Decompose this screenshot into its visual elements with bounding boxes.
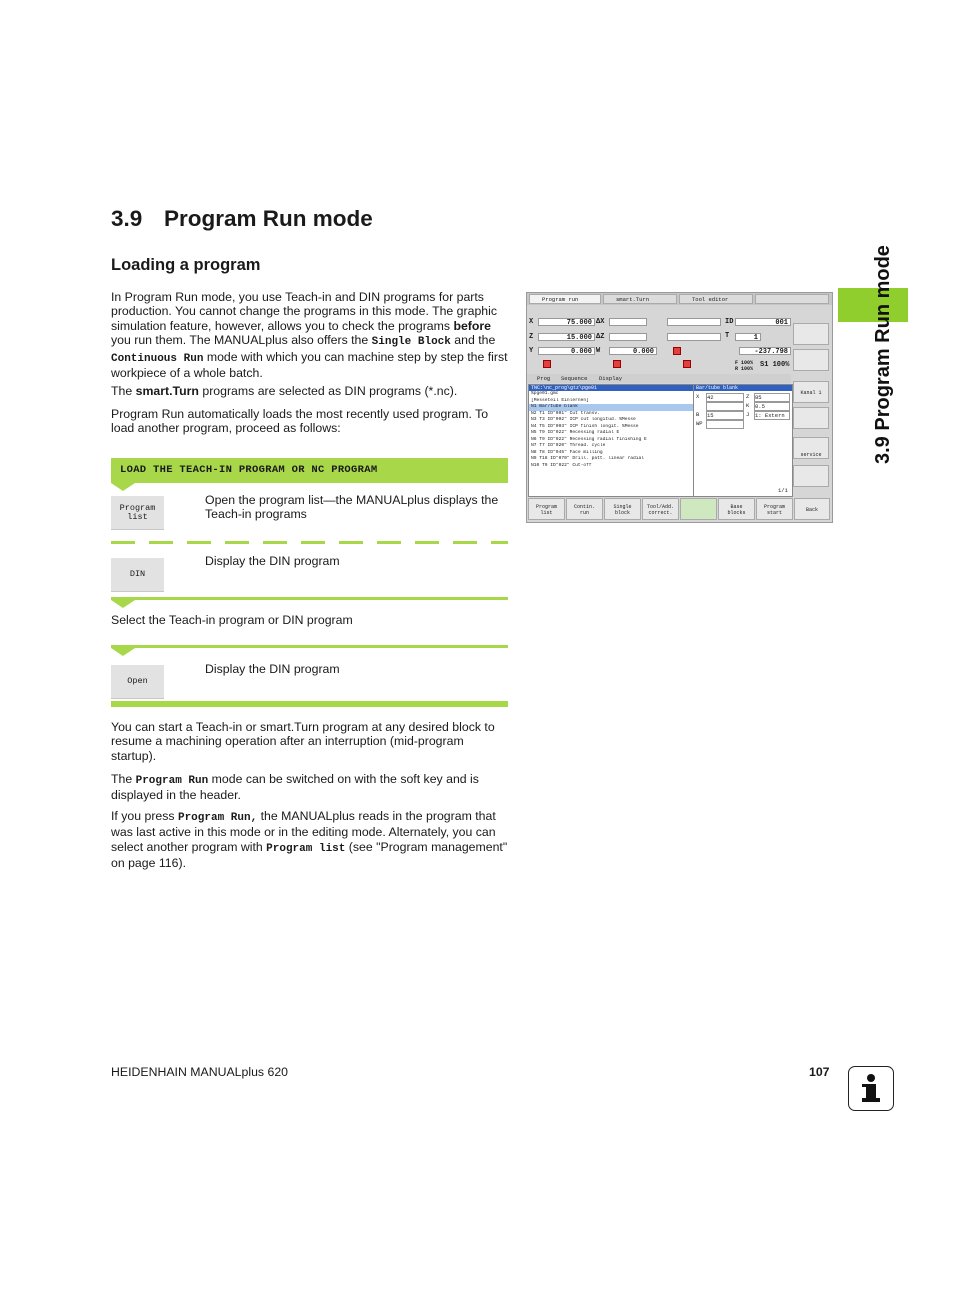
axis-field: [667, 318, 721, 326]
softkey-back[interactable]: Back: [794, 498, 830, 520]
info-dot: [867, 1074, 875, 1082]
intro-text: In Program Run mode, you use Teach-in and DIN programs for parts production. You cannot change the programs in this mode. The graphic simulation feature, however, allows you to check the programs: [111, 290, 498, 333]
tab-smart-turn[interactable]: smart.Turn: [603, 294, 677, 304]
program-listing[interactable]: [528, 384, 694, 497]
spindle-icon: [673, 347, 681, 355]
tab-tool-editor[interactable]: Tool editor: [679, 294, 753, 304]
rapid-override: R 100%: [735, 366, 754, 372]
intro-text: The: [111, 384, 136, 398]
page-indicator: 1/1: [778, 487, 788, 494]
axis-field: [609, 318, 647, 326]
axis-field: [609, 333, 647, 341]
after-text: the MANUALplus reads in the program that was last active in this mode or in the editing mode. Alternately, you can select another program with: [111, 809, 496, 854]
axis-delta: ΔZ: [596, 333, 605, 341]
tab-extra[interactable]: [755, 294, 829, 304]
program-line[interactable]: N9 T18 ID"070" Drill. patt. linear radial: [531, 456, 645, 461]
page-number: 107: [809, 1065, 830, 1079]
pane-label: Z: [746, 393, 750, 400]
pane-fields: [696, 393, 790, 429]
din-softkey[interactable]: DIN: [111, 558, 164, 592]
program-path: TNC:\nc_prog\gtz\pge01: [529, 385, 693, 391]
after-paragraph-2: [111, 772, 509, 803]
axis-label: X: [529, 318, 534, 326]
subtab-bar: [527, 374, 791, 383]
program-run-code: Program Run,: [177, 812, 258, 824]
after-text: The: [111, 772, 136, 786]
separator-line: [111, 645, 508, 648]
angle-value: -237.798: [739, 347, 791, 355]
pane-value[interactable]: [706, 420, 744, 429]
tool-label: T: [725, 332, 730, 340]
after-paragraph-1: You can start a Teach-in or smart.Turn program at any desired block to resume a machining operation after an interruption (mid-program startup).: [111, 720, 495, 763]
parameter-pane: [693, 384, 793, 497]
program-line[interactable]: N7 T7 ID"020" Thread. cycle: [531, 443, 606, 448]
intro-text: you run them. The MANUALplus also offers the: [111, 333, 372, 348]
program-line[interactable]: N8 T8 ID"045" Face milling: [531, 449, 603, 455]
id-value: 001: [735, 318, 791, 326]
program-line[interactable]: %pge01.gmc: [531, 391, 559, 396]
info-base: [862, 1098, 880, 1102]
step4-text: Display the DIN program: [205, 662, 340, 676]
separator-dashed: [111, 541, 508, 544]
subsection-heading: Loading a program: [111, 256, 261, 274]
pane-value[interactable]: [706, 402, 744, 411]
intro-text: mode with which you can machine step by step the first workpiece of a whole batch.: [111, 349, 508, 381]
arrow-marker: [111, 600, 135, 608]
after-text: If you press: [111, 809, 178, 823]
softkey-graphics[interactable]: [680, 498, 717, 520]
softkey-contin-run[interactable]: Contin. run: [566, 498, 603, 520]
right-softkey[interactable]: [793, 323, 829, 345]
intro-paragraph-1: [111, 290, 509, 380]
pane-row: [696, 393, 790, 402]
program-line[interactable]: N3 T3 ID"002" ICP cut longitud. %Messe: [531, 417, 636, 422]
procedure-end-bar: [111, 701, 508, 707]
arrow-marker: [111, 648, 135, 656]
pane-header: Bar/tube blank: [694, 385, 792, 391]
spacer: [111, 533, 135, 541]
pane-row: [696, 402, 790, 411]
step3-text: Select the Teach-in program or DIN program: [111, 613, 353, 627]
section-title: Program Run mode: [164, 206, 373, 231]
program-line[interactable]: N2 T1 ID"001" Cut transv.: [531, 410, 600, 416]
program-line[interactable]: N10 T9 ID"022" Cut-off: [531, 462, 592, 468]
subtab-prog[interactable]: Prog: [537, 375, 551, 382]
single-block-code: Single Block: [371, 336, 451, 349]
tab-program-run[interactable]: Program run: [529, 294, 601, 304]
subtab-sequence[interactable]: Sequence: [561, 375, 588, 382]
axis-value: 0.000: [609, 347, 657, 355]
pane-label: B: [696, 411, 700, 418]
after-paragraph-3: [111, 809, 509, 871]
section-number: 3.9: [111, 206, 143, 231]
side-tab-label: 3.9 Program Run mode: [872, 245, 894, 464]
axis-field: [667, 333, 721, 341]
id-label: ID: [725, 318, 734, 326]
softkey-program-list[interactable]: Program list: [528, 498, 565, 520]
axis-delta: ΔX: [596, 318, 605, 326]
program-line[interactable]: N5 T9 ID"022" Recessing radial E: [531, 430, 620, 435]
softkey-tool-correct[interactable]: Tool/Add. correct.: [642, 498, 679, 520]
softkey-program-start[interactable]: Program start: [756, 498, 793, 520]
right-softkey[interactable]: [793, 407, 829, 429]
screen-tab-bar: [527, 293, 832, 305]
pane-value[interactable]: 42: [706, 393, 744, 402]
separator-line: [111, 597, 508, 600]
program-line[interactable]: N6 T9 ID"022" Recessing radial finishing E: [531, 436, 647, 442]
section-heading: [111, 206, 373, 232]
softkey-base-blocks[interactable]: Base blocks: [718, 498, 755, 520]
after-text: (see "Program management" on page 116).: [111, 839, 508, 871]
channel-softkey[interactable]: Kanal 1: [793, 381, 829, 403]
program-list-code: Program list: [266, 842, 346, 855]
program-run-code: Program Run: [135, 775, 209, 787]
axis-label: Y: [529, 347, 534, 355]
smart-turn-bold: smart.Turn: [135, 384, 199, 398]
intro-bold: before: [453, 318, 492, 333]
axis-label: Z: [529, 333, 534, 341]
arrow-marker: [111, 483, 135, 491]
spindle-override: S1 100%: [760, 361, 790, 369]
pane-value[interactable]: 85: [754, 393, 790, 402]
pane-label: K: [746, 402, 750, 409]
pane-label: X: [696, 393, 700, 400]
axis-delta: W: [596, 347, 601, 355]
intro-text: and the: [450, 333, 496, 348]
program-line[interactable]: [Messeteil Einlernen]: [531, 397, 589, 403]
control-screenshot: [526, 292, 833, 523]
pane-value[interactable]: 1: Extern: [754, 411, 790, 420]
status-icon: [683, 360, 691, 368]
continuous-run-code: Continuous Run: [111, 352, 204, 365]
status-icon: [543, 360, 551, 368]
axis-value: 15.000: [538, 333, 595, 341]
right-softkey[interactable]: [793, 349, 829, 371]
feed-override: F 100%: [735, 360, 754, 366]
pane-row: [696, 411, 790, 420]
after-text: mode can be switched on with the soft key and is displayed in the header.: [111, 772, 479, 803]
axis-value: 0.000: [538, 347, 595, 355]
subtab-display[interactable]: Display: [599, 375, 623, 382]
program-line[interactable]: N4 T5 ID"003" ICP finish longit. %Messe: [531, 423, 639, 429]
program-list-softkey[interactable]: Program list: [111, 496, 164, 530]
footer-title: HEIDENHAIN MANUALplus 620: [111, 1065, 288, 1079]
tool-softkey[interactable]: [793, 465, 829, 487]
procedure-header: [111, 458, 508, 483]
service-softkey[interactable]: service: [793, 437, 829, 459]
pane-row: [696, 420, 790, 429]
info-icon: [848, 1066, 894, 1111]
intro-paragraph-3: Program Run automatically loads the most recently used program. To load another program, proceed as follows:: [111, 407, 489, 436]
program-line[interactable]: N1 Bar/tube blank: [529, 404, 693, 411]
intro-paragraph-2: [111, 384, 509, 398]
intro-text: programs are selected as DIN programs (*.nc).: [198, 384, 458, 398]
tool-value: 1: [735, 333, 761, 341]
open-softkey[interactable]: Open: [111, 665, 164, 699]
side-tab: [842, 214, 894, 466]
pane-value[interactable]: 0.5: [754, 402, 790, 411]
pane-label: WP: [696, 420, 703, 427]
step1-text: Open the program list—the MANUALplus displays the Teach-in programs: [205, 493, 499, 522]
step2-text: Display the DIN program: [205, 554, 340, 568]
pane-label: J: [746, 411, 750, 418]
softkey-single-block[interactable]: Single block: [604, 498, 641, 520]
status-icon: [613, 360, 621, 368]
procedure-header-label: LOAD THE TEACH-IN PROGRAM OR NC PROGRAM: [120, 464, 378, 476]
pane-value[interactable]: 15: [706, 411, 744, 420]
axis-value: 75.000: [538, 318, 595, 326]
